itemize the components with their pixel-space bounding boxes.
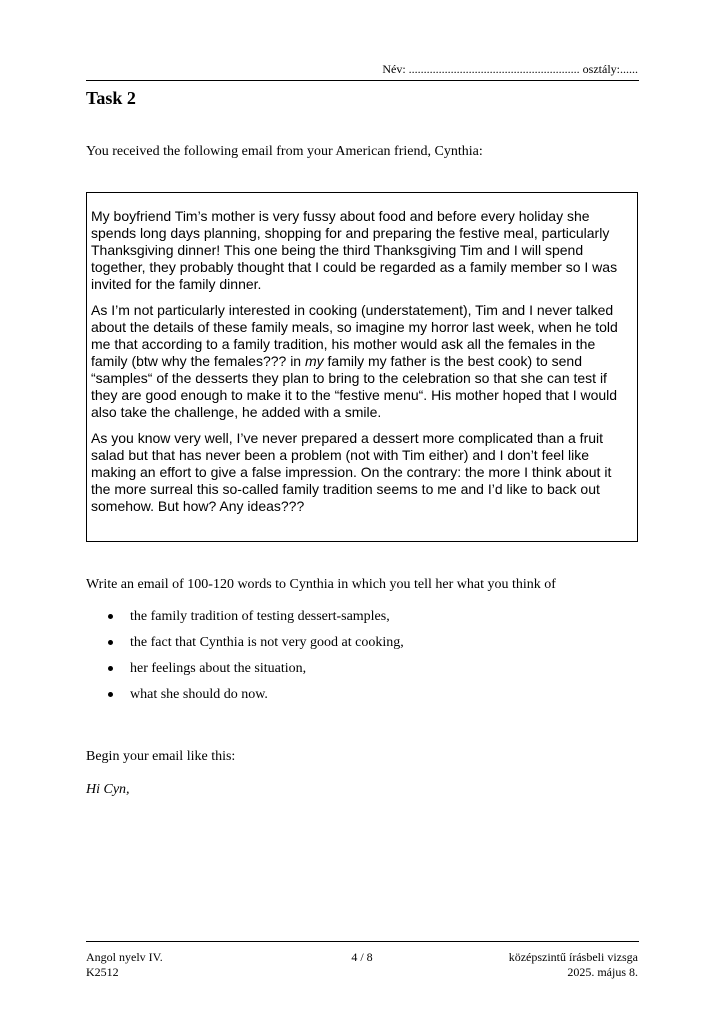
list-item-text: the fact that Cynthia is not very good at cooking, <box>130 635 404 650</box>
bullet-icon <box>108 640 113 645</box>
email-paragraph-2-part-b: family my father is the best cook) to send “samples“ of the desserts they plan to bring to the celebration so that she can test if they are good enough to make it to the “festive menu“. His mother hoped that I would also take the challenge, he added with a smile. <box>91 353 618 420</box>
list-item <box>86 686 404 712</box>
email-paragraph-3: As you know very well, I’ve never prepared a dessert more complicated than a fruit salad but that has never been a problem (not with Tim either) and I don’t feel like making an effort to give a false impression. On the contrary: the more I think about it the more surreal this so-called family tradition seems to me and I’d like to back out somehow. But how? Any ideas??? <box>91 430 612 514</box>
email-paragraph-2 <box>91 302 633 421</box>
email-salutation: Hi Cyn, <box>86 782 130 797</box>
list-item <box>86 608 404 634</box>
task-title: Task 2 <box>86 88 136 108</box>
header-rule <box>86 80 639 81</box>
list-item-text: what she should do now. <box>130 687 268 702</box>
student-name-class-line: Név: ......................................................... osztály:...... <box>382 62 638 76</box>
list-item-text: her feelings about the situation, <box>130 661 307 676</box>
footer-exam-block <box>438 950 638 980</box>
bullet-icon <box>108 666 113 671</box>
task-intro: You received the following email from your American friend, Cynthia: <box>86 144 483 159</box>
footer-exam-date: 2025. május 8. <box>567 965 638 979</box>
bullet-icon <box>108 614 113 619</box>
list-item-text: the family tradition of testing dessert-samples, <box>130 609 390 624</box>
bullet-icon <box>108 692 113 697</box>
writing-instruction: Write an email of 100-120 words to Cynthia in which you tell her what you think of <box>86 577 556 592</box>
begin-instruction: Begin your email like this: <box>86 749 236 764</box>
email-paragraph-2-part-a: As I’m not particularly interested in cooking (understatement), Tim and I never talked about the details of these family meals, so imagine my horror last week, when he told me that according to a family tradition, his mother would ask all the females in the family (btw why the females??? in <box>91 302 618 369</box>
footer-rule <box>86 941 639 942</box>
email-emphasis-my: my <box>304 353 324 369</box>
list-item <box>86 634 404 660</box>
list-item <box>86 660 404 686</box>
email-text-box <box>86 192 638 542</box>
footer-code: K2512 <box>86 965 119 979</box>
email-paragraph-1: My boyfriend Tim’s mother is very fussy about food and before every holiday she spends long days planning, shopping for and preparing the festive meal, particularly Thanksgiving dinner! This one being the third Thanksgiving Tim and I will spend together, they probably thought that I could be regarded as a family member so I was invited for the family dinner. <box>91 208 618 292</box>
footer-subject-block <box>86 950 163 980</box>
page-number: 4 / 8 <box>351 950 373 964</box>
footer-exam-level: középszintű írásbeli vizsga <box>508 950 638 964</box>
task-points-list <box>86 608 404 712</box>
footer-subject: Angol nyelv IV. <box>86 950 163 964</box>
